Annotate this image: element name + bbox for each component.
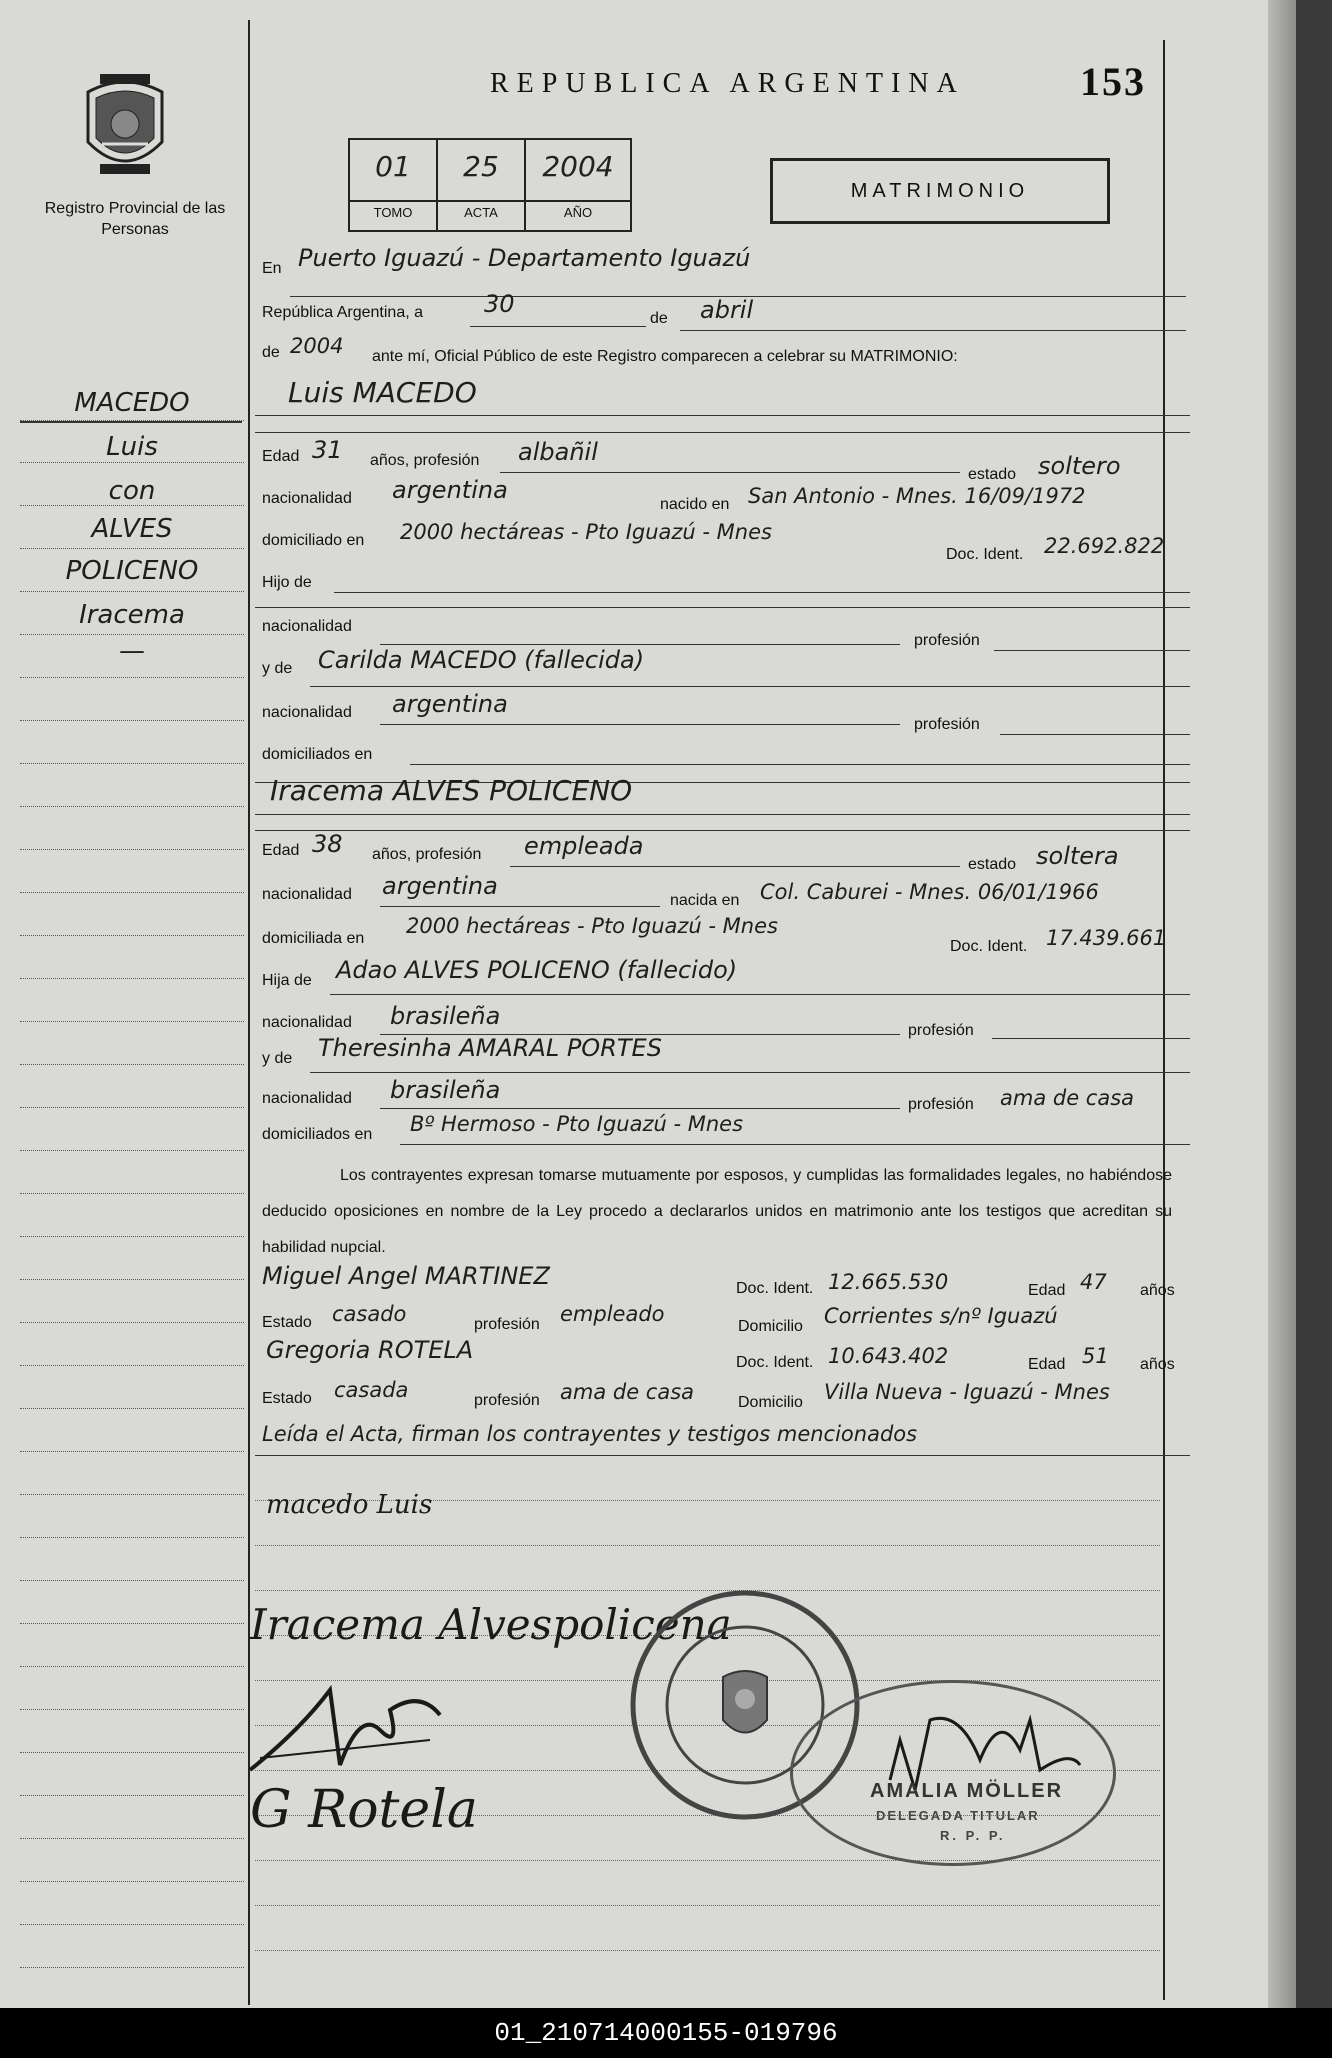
groom-mother-line <box>310 686 1190 687</box>
groom-name-line-2 <box>255 432 1190 433</box>
bride-civil-status: soltera <box>1036 842 1119 870</box>
year-prefix: de <box>262 344 280 361</box>
groom-anos-label: años, profesión <box>370 452 480 469</box>
witness-1-prof-label: profesión <box>474 1316 540 1333</box>
bride-father-line <box>330 994 1190 995</box>
margin-rule <box>20 892 244 893</box>
ano-value: 2004 <box>542 150 614 183</box>
witness-1-estado-label: Estado <box>262 1314 312 1331</box>
document-type: MATRIMONIO <box>770 158 1110 224</box>
acta-label: ACTA <box>438 200 524 220</box>
margin-surname-bride-2: POLICENO <box>65 556 199 586</box>
margin-rule <box>20 462 244 463</box>
groom-age: 31 <box>312 436 343 464</box>
groom-father-nat-label: nacionalidad <box>262 618 352 635</box>
margin-rule <box>20 548 244 549</box>
witness-2-dom-label: Domicilio <box>738 1394 803 1411</box>
acta-box <box>436 138 526 232</box>
tomo-label: TOMO <box>350 200 436 220</box>
groom-name: Luis MACEDO <box>288 376 477 409</box>
bride-nacida-label: nacida en <box>670 892 740 909</box>
witness-2-doc: 10.643.402 <box>828 1344 949 1368</box>
groom-name-line <box>255 415 1190 416</box>
witness-2-name: Gregoria ROTELA <box>266 1336 474 1364</box>
bride-name-line <box>255 814 1190 815</box>
margin-rule <box>20 591 244 592</box>
groom-hijo-label: Hijo de <box>262 574 312 591</box>
page-edge <box>1268 0 1296 2008</box>
bride-profession-line <box>510 866 960 867</box>
margin-con: con <box>108 476 156 506</box>
bride-mother-nat-line <box>380 1108 900 1109</box>
groom-mother-prof-label: profesión <box>914 716 980 733</box>
witness-2-status: casada <box>334 1378 409 1402</box>
bride-address: 2000 hectáreas - Pto Iguazú - Mnes <box>406 914 778 938</box>
witness-2-anos-label: años <box>1140 1356 1175 1373</box>
bride-father-nationality: brasileña <box>390 1002 501 1030</box>
margin-rule <box>20 1752 244 1753</box>
bride-name-line-2 <box>255 830 1190 831</box>
margin-name-groom: Luis <box>106 432 158 462</box>
bride-nat-label: nacionalidad <box>262 886 352 903</box>
margin-rule <box>20 1580 244 1581</box>
body-rule <box>255 1545 1160 1546</box>
witness-1-age: 47 <box>1080 1270 1107 1294</box>
republica-label: República Argentina, a <box>262 304 423 321</box>
witness-2-age: 51 <box>1082 1344 1109 1368</box>
declaration-text: Los contrayentes expresan tomarse mutuamente por esposos, y cumplidas las formalidades legales, no habiéndose deducido oposiciones en nombre de la Ley procedo a declararlos unidos en matrimonio ante los testigos que acreditan su habilidad nupcial. <box>262 1167 1172 1256</box>
tomo-box <box>348 138 438 232</box>
margin-rule <box>20 677 244 678</box>
margin-rule <box>20 1623 244 1624</box>
margin-rule <box>20 1236 244 1237</box>
bride-doc-label: Doc. Ident. <box>950 938 1028 955</box>
officer-name: AMALIA MÖLLER <box>870 1780 1064 1802</box>
witness-2-prof-label: profesión <box>474 1392 540 1409</box>
margin-rule <box>20 806 244 807</box>
groom-mother-nat-line <box>380 724 900 725</box>
margin-rule <box>20 1666 244 1667</box>
groom-mother-nat-label: nacionalidad <box>262 704 352 721</box>
margin-rule <box>20 1494 244 1495</box>
groom-civil-status: soltero <box>1038 452 1121 480</box>
witness-1-doc: 12.665.530 <box>828 1270 949 1294</box>
margin-rule <box>20 1709 244 1710</box>
witness-1-signature <box>240 1670 470 1780</box>
witness-1-name: Miguel Angel MARTINEZ <box>262 1262 550 1290</box>
groom-nat-label: nacionalidad <box>262 490 352 507</box>
groom-signature: macedo Luis <box>266 1490 433 1520</box>
witness-2-profession: ama de casa <box>560 1380 695 1404</box>
groom-father-prof-label: profesión <box>914 632 980 649</box>
closing-text: Leída el Acta, firman los contrayentes y testigos mencionados <box>262 1422 918 1446</box>
margin-rule <box>20 634 244 635</box>
bride-father-prof-line <box>992 1038 1190 1039</box>
margin-rule <box>20 1021 244 1022</box>
groom-address: 2000 hectáreas - Pto Iguazú - Mnes <box>400 520 772 544</box>
body-rule <box>255 1950 1160 1951</box>
officer-role: DELEGADA TITULAR <box>876 1808 1040 1823</box>
margin-surname-groom: MACEDO <box>74 388 190 418</box>
bride-age: 38 <box>312 830 343 858</box>
margin-dash: — <box>119 636 145 666</box>
officer-office: R. P. P. <box>940 1828 1006 1843</box>
witness-2-signature: G Rotela <box>250 1780 478 1840</box>
witness-1-profession: empleado <box>560 1302 665 1326</box>
bride-mother-nat-label: nacionalidad <box>262 1090 352 1107</box>
bride-mother-line <box>310 1072 1190 1073</box>
day-value: 30 <box>484 290 515 318</box>
groom-y-de-label: y de <box>262 660 293 677</box>
margin-rule <box>20 1537 244 1538</box>
margin-rule <box>20 1451 244 1452</box>
groom-birth: San Antonio - Mnes. 16/09/1972 <box>748 484 1086 508</box>
groom-mother-name: Carilda MACEDO (fallecida) <box>318 646 645 674</box>
groom-dom-label: domiciliado en <box>262 532 365 549</box>
witness-2-address: Villa Nueva - Iguazú - Mnes <box>824 1380 1110 1404</box>
bride-hija-label: Hija de <box>262 972 312 989</box>
margin-rule <box>20 1193 244 1194</box>
witness-1-status: casado <box>332 1302 407 1326</box>
groom-profession-line <box>500 472 960 473</box>
bride-mother-prof-label: profesión <box>908 1096 974 1113</box>
ano-label: AÑO <box>526 200 630 220</box>
groom-edad-label: Edad <box>262 448 300 465</box>
margin-underline <box>20 421 242 423</box>
groom-doc-label: Doc. Ident. <box>946 546 1024 563</box>
place-value: Puerto Iguazú - Departamento Iguazú <box>298 244 751 272</box>
right-border <box>1163 40 1165 2000</box>
groom-father-nat-line <box>380 644 900 645</box>
body-rule <box>255 1905 1160 1906</box>
bride-dom-label: domiciliada en <box>262 930 365 947</box>
margin-rule <box>20 1967 244 1968</box>
acta-value: 25 <box>463 150 499 183</box>
witness-2-estado-label: Estado <box>262 1390 312 1407</box>
groom-father-prof-line <box>994 650 1190 651</box>
image-id-footer: 01_210714000155-019796 <box>0 2008 1332 2058</box>
groom-estado-label: estado <box>968 466 1017 483</box>
witness-1-dom-label: Domicilio <box>738 1318 803 1335</box>
bride-mother-nationality: brasileña <box>390 1076 501 1104</box>
country-title: REPUBLICA ARGENTINA <box>490 68 965 99</box>
closing-line <box>255 1455 1190 1456</box>
witness-1-edad-label: Edad <box>1028 1282 1066 1299</box>
margin-rule <box>20 1408 244 1409</box>
witness-1-anos-label: años <box>1140 1282 1175 1299</box>
month-value: abril <box>700 296 754 324</box>
bride-estado-label: estado <box>968 856 1017 873</box>
margin-rule <box>20 1150 244 1151</box>
bride-profession: empleada <box>524 832 644 860</box>
margin-rule <box>20 1322 244 1323</box>
margin-rule <box>20 1795 244 1796</box>
margin-rule <box>20 978 244 979</box>
bride-parents-address: Bº Hermoso - Pto Iguazú - Mnes <box>410 1112 744 1136</box>
bride-nationality: argentina <box>382 872 498 900</box>
margin-rule <box>20 763 244 764</box>
day-line <box>470 326 646 327</box>
bride-nat-line <box>380 906 660 907</box>
ano-box <box>524 138 632 232</box>
margin-rule <box>20 1365 244 1366</box>
bride-anos-label: años, profesión <box>372 846 482 863</box>
groom-father-line <box>334 592 1190 593</box>
margin-rule <box>20 1107 244 1108</box>
margin-name-bride: Iracema <box>79 600 185 630</box>
groom-profession: albañil <box>518 438 598 466</box>
margin-rule <box>20 1881 244 1882</box>
bride-domiciliados-line <box>400 1144 1190 1145</box>
margin-rule <box>20 1924 244 1925</box>
tomo-value: 01 <box>375 150 411 183</box>
bride-father-name: Adao ALVES POLICENO (fallecido) <box>336 956 738 984</box>
provincial-seal-icon <box>80 72 170 182</box>
margin-rule <box>20 849 244 850</box>
margin-surname-bride-1: ALVES <box>91 514 173 544</box>
groom-father-line-2 <box>255 607 1190 608</box>
witness-2-edad-label: Edad <box>1028 1356 1066 1373</box>
bride-father-nat-label: nacionalidad <box>262 1014 352 1031</box>
bride-y-de-label: y de <box>262 1050 293 1067</box>
en-label: En <box>262 260 282 277</box>
bride-mother-profession: ama de casa <box>1000 1086 1135 1110</box>
groom-nationality: argentina <box>392 476 508 504</box>
month-line <box>680 330 1186 331</box>
bride-father-prof-label: profesión <box>908 1022 974 1039</box>
groom-mother-prof-line <box>1000 734 1190 735</box>
bride-mother-name: Theresinha AMARAL PORTES <box>318 1034 662 1062</box>
bride-edad-label: Edad <box>262 842 300 859</box>
body-rule <box>255 1860 1160 1861</box>
margin-rule <box>20 1838 244 1839</box>
groom-mother-nationality: argentina <box>392 690 508 718</box>
witness-1-address: Corrientes s/nº Iguazú <box>824 1304 1058 1328</box>
year-value: 2004 <box>290 334 344 358</box>
bride-birth: Col. Caburei - Mnes. 06/01/1966 <box>760 880 1099 904</box>
bride-signature: Iracema Alvespolicena <box>250 1600 732 1649</box>
de-label: de <box>650 310 668 327</box>
bride-name: Iracema ALVES POLICENO <box>270 774 633 807</box>
margin-rule <box>20 1279 244 1280</box>
groom-nacido-label: nacido en <box>660 496 730 513</box>
statement: ante mí, Oficial Público de este Registro comparecen a celebrar su MATRIMONIO: <box>372 348 958 365</box>
groom-domiciliados-line <box>410 764 1190 765</box>
margin-rule <box>20 935 244 936</box>
bride-domiciliados-label: domiciliados en <box>262 1126 373 1143</box>
witness-2-doc-label: Doc. Ident. <box>736 1354 814 1371</box>
witness-1-doc-label: Doc. Ident. <box>736 1280 814 1297</box>
groom-doc-number: 22.692.822 <box>1044 534 1165 558</box>
registry-name: Registro Provincial de las Personas <box>44 200 226 238</box>
folio-number: 153 <box>1080 59 1146 104</box>
bride-doc-number: 17.439.661 <box>1046 926 1167 950</box>
margin-rule <box>20 1064 244 1065</box>
groom-domiciliados-label: domiciliados en <box>262 746 373 763</box>
margin-rule <box>20 720 244 721</box>
